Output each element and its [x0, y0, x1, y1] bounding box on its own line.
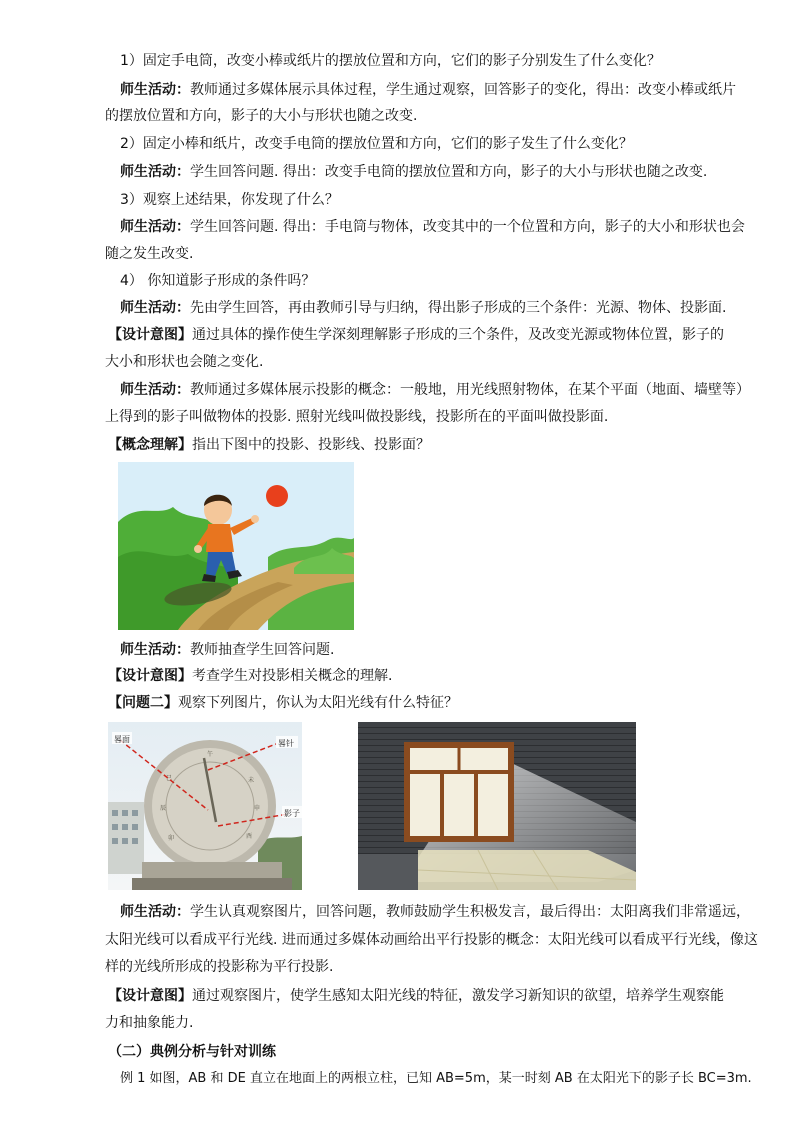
svg-text:申: 申: [254, 805, 261, 812]
activity-text: 学生认真观察图片，回答问题，教师鼓励学生积极发言，最后得出：太阳离我们非常遥远，: [190, 904, 750, 920]
design-intent-1: [108, 325, 738, 345]
role-label: 师生活动：: [120, 164, 190, 180]
activity-text: 教师抽查学生回答问题.: [190, 642, 335, 658]
design-intent-3-cont: 力和抽象能力.: [105, 1015, 194, 1031]
activity-text: 学生回答问题. 得出：改变手电筒的摆放位置和方向，影子的大小与形状也随之改变.: [190, 164, 708, 180]
sundial-face-label: 晷面: [114, 735, 130, 744]
question-3: 3）观察上述结果，你发现了什么？: [120, 192, 339, 208]
tag-label: 【设计意图】: [108, 327, 192, 343]
activity-7: [120, 902, 750, 922]
sundial-figure: [108, 722, 302, 890]
activity-1-cont: 的摆放位置和方向，影子的大小与形状也随之改变.: [105, 108, 418, 124]
activity-3: [120, 217, 750, 237]
problem-text: 观察下列图片，你认为太阳光线有什么特征？: [178, 695, 458, 711]
design-text: 通过具体的操作使生学深刻理解影子形成的三个条件，及改变光源或物体位置，影子的: [192, 327, 724, 343]
activity-5-cont: 上得到的影子叫做物体的投影. 照射光线叫做投影线，投影所在的平面叫做投影面.: [105, 409, 609, 425]
activity-3-cont: 随之发生改变.: [105, 246, 194, 262]
activity-2: [120, 162, 750, 182]
sundial-shadow-label: 影子: [284, 809, 300, 818]
design-text: 通过观察图片，使学生感知太阳光线的特征，激发学习新知识的欲望，培养学生观察能: [192, 988, 724, 1004]
question-1: 1）固定手电筒，改变小棒或纸片的摆放位置和方向，它们的影子分别发生了什么变化？: [120, 53, 661, 69]
question-4: 4） 你知道影子形成的条件吗？: [120, 273, 316, 289]
activity-7-cont-1: 太阳光线可以看成平行光线. 进而通过多媒体动画给出平行投影的概念：太阳光线可以看成平行光线，像这: [105, 932, 758, 948]
tag-label: 【设计意图】: [108, 668, 192, 684]
activity-text: 教师通过多媒体展示具体过程，学生通过观察，回答影子的变化，得出：改变小棒或纸片: [190, 82, 736, 98]
design-intent-3: [108, 986, 738, 1006]
concept-text: 指出下图中的投影、投影线、投影面？: [192, 437, 430, 453]
design-intent-1-cont: 大小和形状也会随之变化.: [105, 354, 264, 370]
tag-label: 【设计意图】: [108, 988, 192, 1004]
tag-label: 【问题二】: [108, 695, 178, 711]
activity-7-cont-2: 样的光线所形成的投影称为平行投影.: [105, 959, 334, 975]
activity-1: [120, 80, 750, 100]
sundial-needle-label: 晷针: [278, 739, 294, 748]
activity-text: 教师通过多媒体展示投影的概念：一般地，用光线照射物体，在某个平面（地面、墙壁等）: [190, 382, 750, 398]
svg-text:巳: 巳: [166, 775, 173, 782]
role-label: 师生活动：: [120, 904, 190, 920]
svg-text:辰: 辰: [160, 805, 167, 812]
role-label: 师生活动：: [120, 382, 190, 398]
tag-label: 【概念理解】: [108, 437, 192, 453]
role-label: 师生活动：: [120, 642, 190, 658]
example-1: 例 1 如图，AB 和 DE 直立在地面上的两根立柱，已知 AB=5m，某一时刻 AB 在太阳光下的影子长 BC=3m.: [120, 1071, 752, 1086]
role-label: 师生活动：: [120, 300, 190, 316]
role-label: 师生活动：: [120, 82, 190, 98]
question-2: 2）固定小棒和纸片，改变手电筒的摆放位置和方向，它们的影子发生了什么变化？: [120, 136, 633, 152]
window-sunlight-figure: [358, 722, 636, 890]
role-label: 师生活动：: [120, 219, 190, 235]
design-text: 考查学生对投影相关概念的理解.: [192, 668, 393, 684]
problem-two: [108, 693, 738, 713]
svg-text:酉: 酉: [246, 833, 253, 840]
boy-shadow-figure: [118, 462, 354, 630]
svg-text:午: 午: [207, 751, 214, 758]
section-heading: （二）典例分析与针对训练: [108, 1044, 276, 1060]
activity-text: 学生回答问题. 得出：手电筒与物体，改变其中的一个位置和方向，影子的大小和形状也会: [190, 219, 745, 235]
activity-text: 先由学生回答，再由教师引导与归纳，得出影子形成的三个条件：光源、物体、投影面.: [190, 300, 727, 316]
concept-understanding: [108, 435, 738, 455]
svg-text:卯: 卯: [168, 835, 175, 842]
activity-6: [120, 640, 750, 660]
activity-4: [120, 298, 750, 318]
activity-5: [120, 380, 750, 400]
svg-text:未: 未: [248, 777, 255, 784]
design-intent-2: [108, 666, 738, 686]
